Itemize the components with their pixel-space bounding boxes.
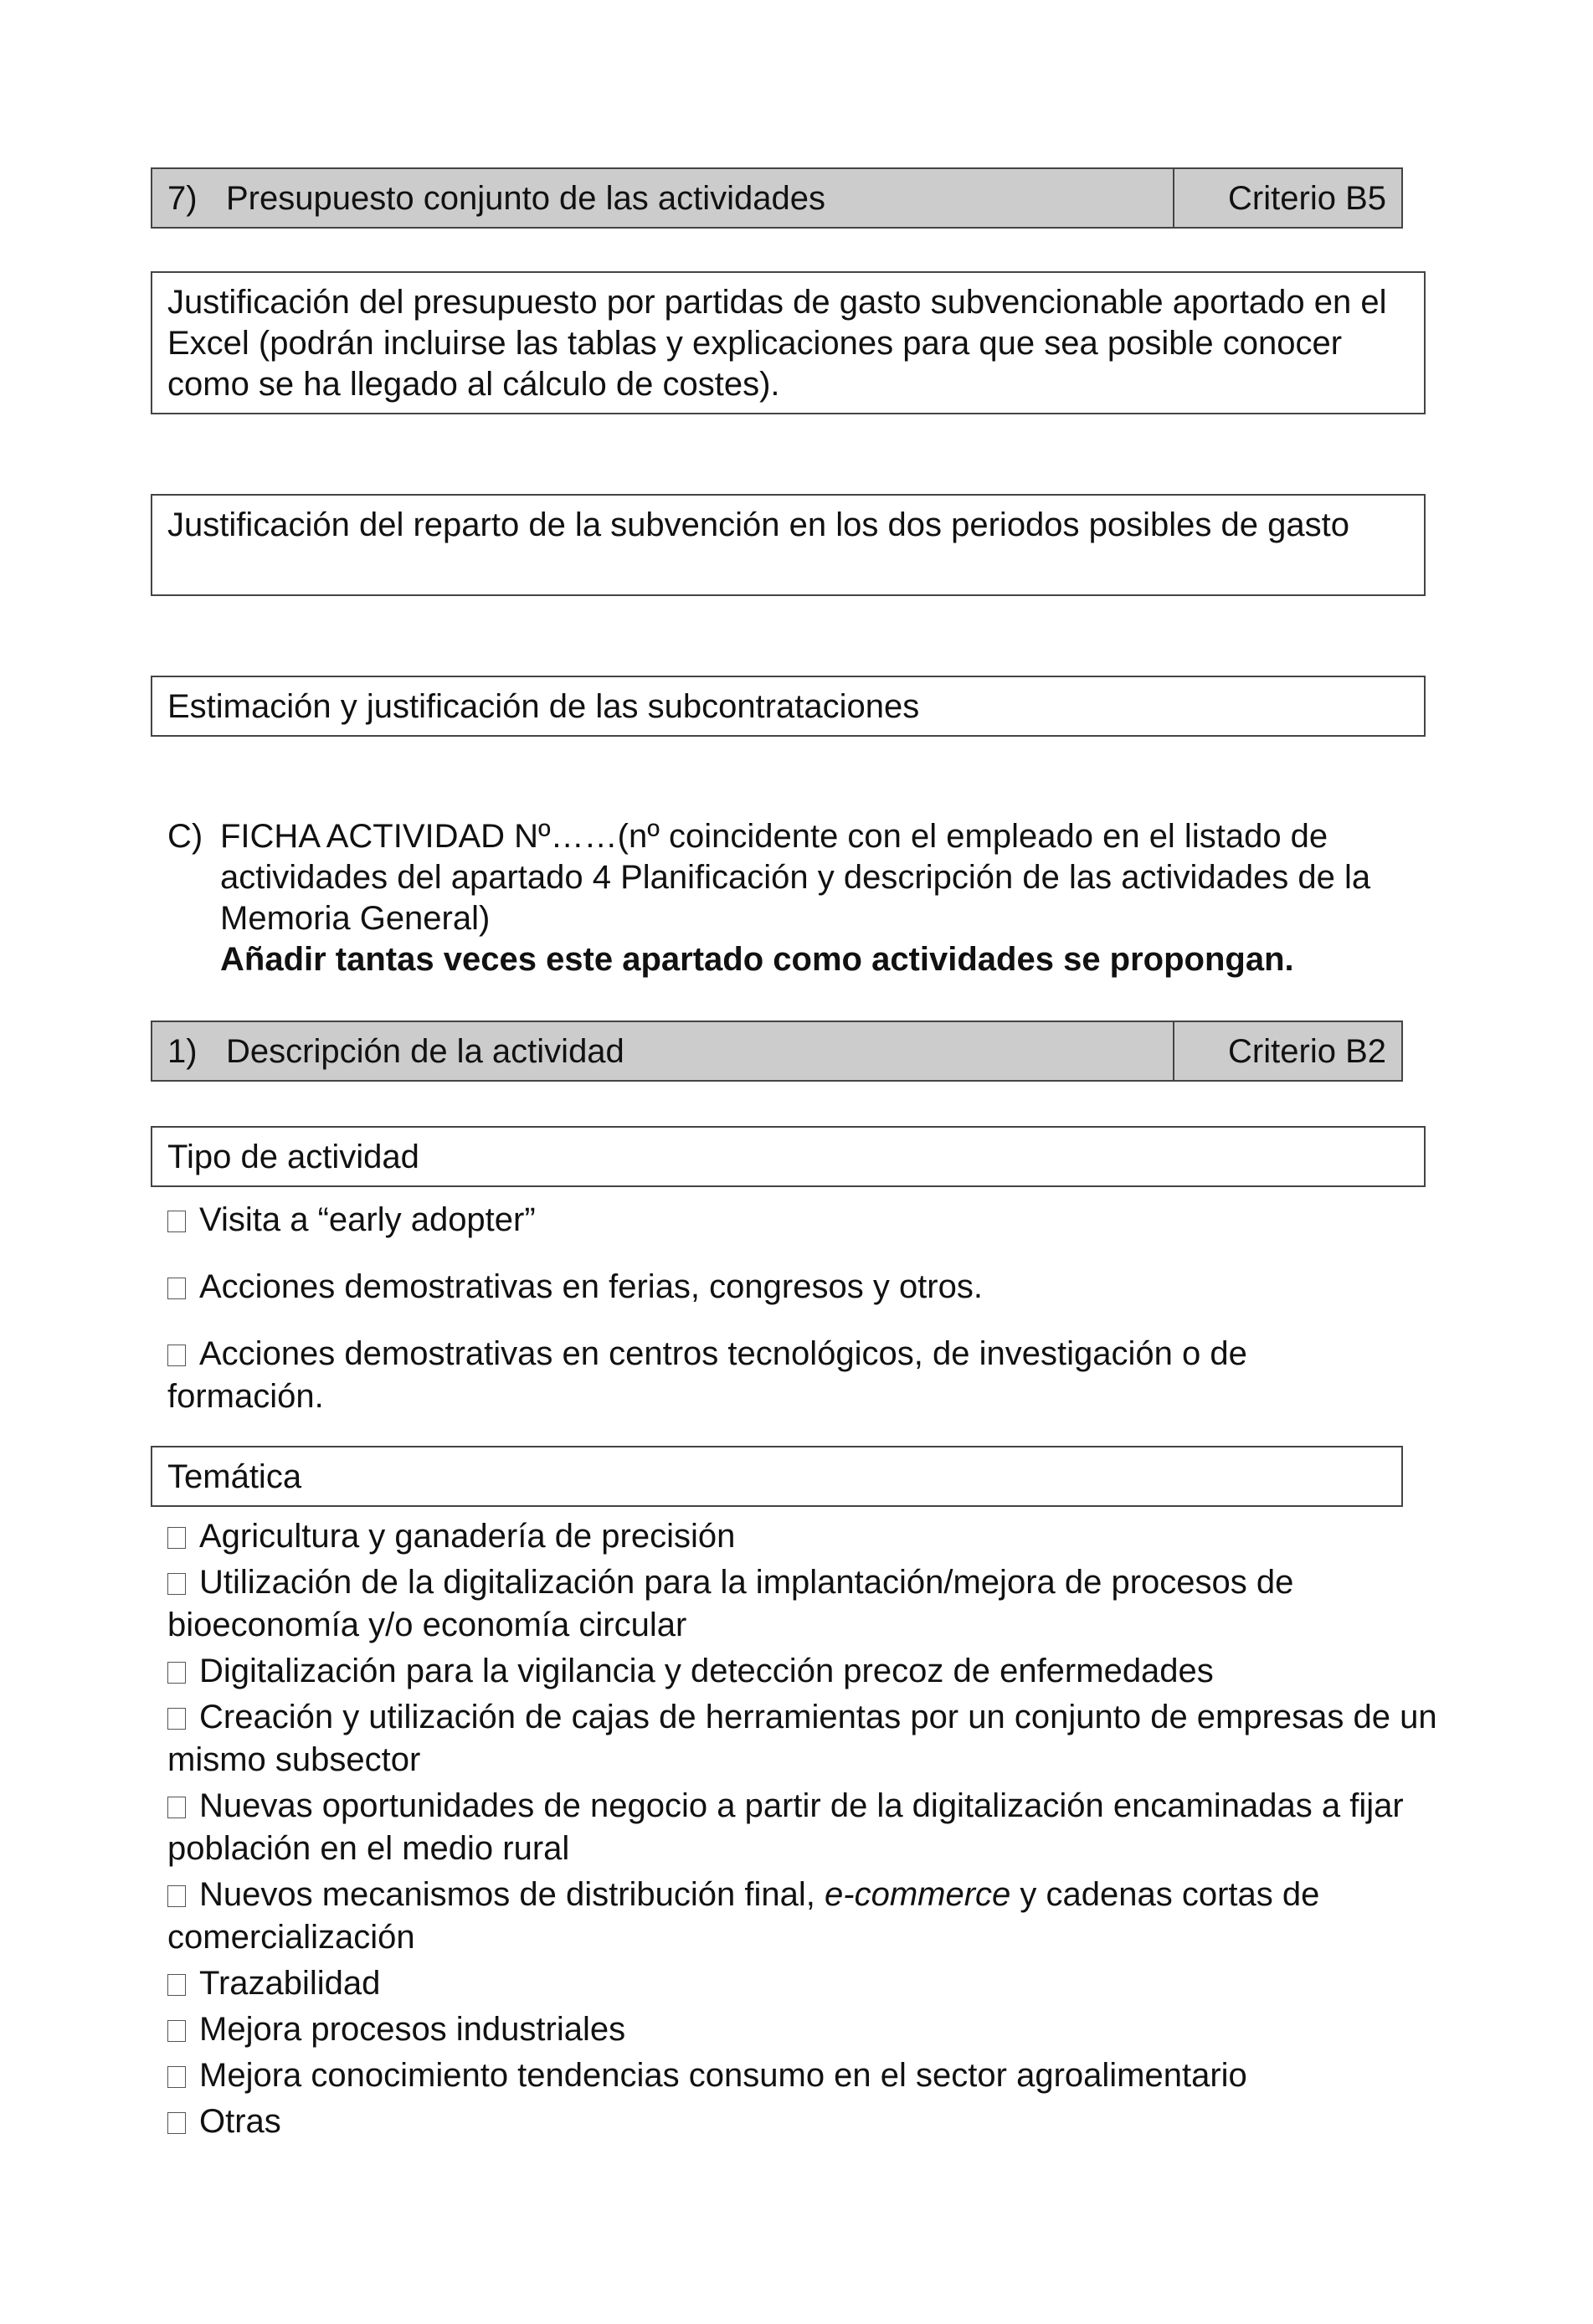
topic-option[interactable] <box>167 2100 1473 2143</box>
option-label: Acciones demostrativas en centros tecnológicos, de investigación o de formación. <box>167 1335 1247 1415</box>
subcontracting-box[interactable] <box>151 676 1426 737</box>
option-label-italic: e-commerce <box>825 1876 1011 1913</box>
topic-option[interactable] <box>167 1561 1473 1647</box>
option-label: Mejora conocimiento tendencias consumo en el sector agroalimentario <box>199 2057 1247 2094</box>
option-label: Trazabilidad <box>199 1965 381 2002</box>
activity-type-option[interactable] <box>167 1199 1457 1242</box>
topic-option[interactable] <box>167 1650 1473 1693</box>
activity-type-option[interactable] <box>167 1266 1457 1309</box>
section-c-text <box>220 816 1459 980</box>
topic-option[interactable] <box>167 2008 1473 2051</box>
option-label: Nuevos mecanismos de distribución final, <box>199 1876 825 1913</box>
option-label-tail: y cadenas cortas de comercialización <box>167 1876 1320 1956</box>
topic-option[interactable] <box>167 1962 1473 2005</box>
activity-sheet-description: FICHA ACTIVIDAD Nº……(nº coincidente con el empleado en el listado de actividades del apartado 4 Planificación y descripción de las actividades de la Memoria General) <box>220 818 1371 937</box>
activity-type-option[interactable] <box>167 1333 1356 1418</box>
section-title: Presupuesto conjunto de las actividades <box>226 179 826 217</box>
criterion-label: Criterio B2 <box>1173 1022 1401 1080</box>
section-number: 7) <box>167 179 198 217</box>
checkbox[interactable] <box>167 1797 186 1818</box>
option-label: Digitalización para la vigilancia y detección precoz de enfermedades <box>199 1653 1214 1689</box>
box-text: Temática <box>167 1458 302 1495</box>
checkbox[interactable] <box>167 1885 186 1907</box>
topic-option[interactable] <box>167 1515 1473 1558</box>
checkbox[interactable] <box>167 1662 186 1684</box>
checkbox[interactable] <box>167 1527 186 1549</box>
topic-option[interactable] <box>167 2054 1473 2097</box>
section-1-header <box>151 1021 1403 1082</box>
checkbox[interactable] <box>167 1974 186 1996</box>
checkbox[interactable] <box>167 2020 186 2042</box>
checkbox[interactable] <box>167 1708 186 1730</box>
checkbox[interactable] <box>167 1573 186 1595</box>
topic-option[interactable] <box>167 1874 1473 1959</box>
option-label: Utilización de la digitalización para la implantación/mejora de procesos de bioeconomía y/o economía circular <box>167 1564 1294 1643</box>
box-text: Estimación y justificación de las subcontrataciones <box>167 688 920 725</box>
section-number: 1) <box>167 1032 198 1070</box>
checkbox[interactable] <box>167 2112 186 2134</box>
box-text: Justificación del presupuesto por partidas de gasto subvencionable aportado en el Excel (podrán incluirse las tablas y explicaciones para que sea posible conocer como se ha llegado al cálculo de costes). <box>167 284 1387 403</box>
box-text: Tipo de actividad <box>167 1139 419 1175</box>
subsidy-distribution-box[interactable] <box>151 494 1426 596</box>
option-label: Otras <box>199 2103 281 2140</box>
topic-options-list <box>167 1515 1473 2147</box>
option-label: Acciones demostrativas en ferias, congresos y otros. <box>199 1268 983 1305</box>
checkbox[interactable] <box>167 2066 186 2088</box>
budget-justification-box[interactable] <box>151 271 1426 414</box>
option-label: Nuevas oportunidades de negocio a partir de la digitalización encaminadas a fijar población en el medio rural <box>167 1787 1404 1867</box>
checkbox[interactable] <box>167 1211 186 1232</box>
topic-option[interactable] <box>167 1785 1473 1870</box>
checkbox[interactable] <box>167 1278 186 1299</box>
activity-sheet-note: Añadir tantas veces este apartado como actividades se propongan. <box>220 941 1294 978</box>
topic-option[interactable] <box>167 1696 1473 1782</box>
option-label: Mejora procesos industriales <box>199 2011 626 2048</box>
activity-type-box <box>151 1126 1426 1187</box>
criterion-label: Criterio B5 <box>1173 169 1401 227</box>
section-title: Descripción de la actividad <box>226 1032 624 1070</box>
option-label: Visita a “early adopter” <box>199 1201 536 1238</box>
section-c-letter: C) <box>167 818 203 855</box>
section-7-header <box>151 167 1403 229</box>
option-label: Agricultura y ganadería de precisión <box>199 1518 736 1555</box>
topic-box <box>151 1446 1403 1507</box>
option-label: Creación y utilización de cajas de herramientas por un conjunto de empresas de un mismo subsector <box>167 1699 1437 1778</box>
box-text: Justificación del reparto de la subvención en los dos periodos posibles de gasto <box>167 506 1349 543</box>
checkbox[interactable] <box>167 1345 186 1366</box>
